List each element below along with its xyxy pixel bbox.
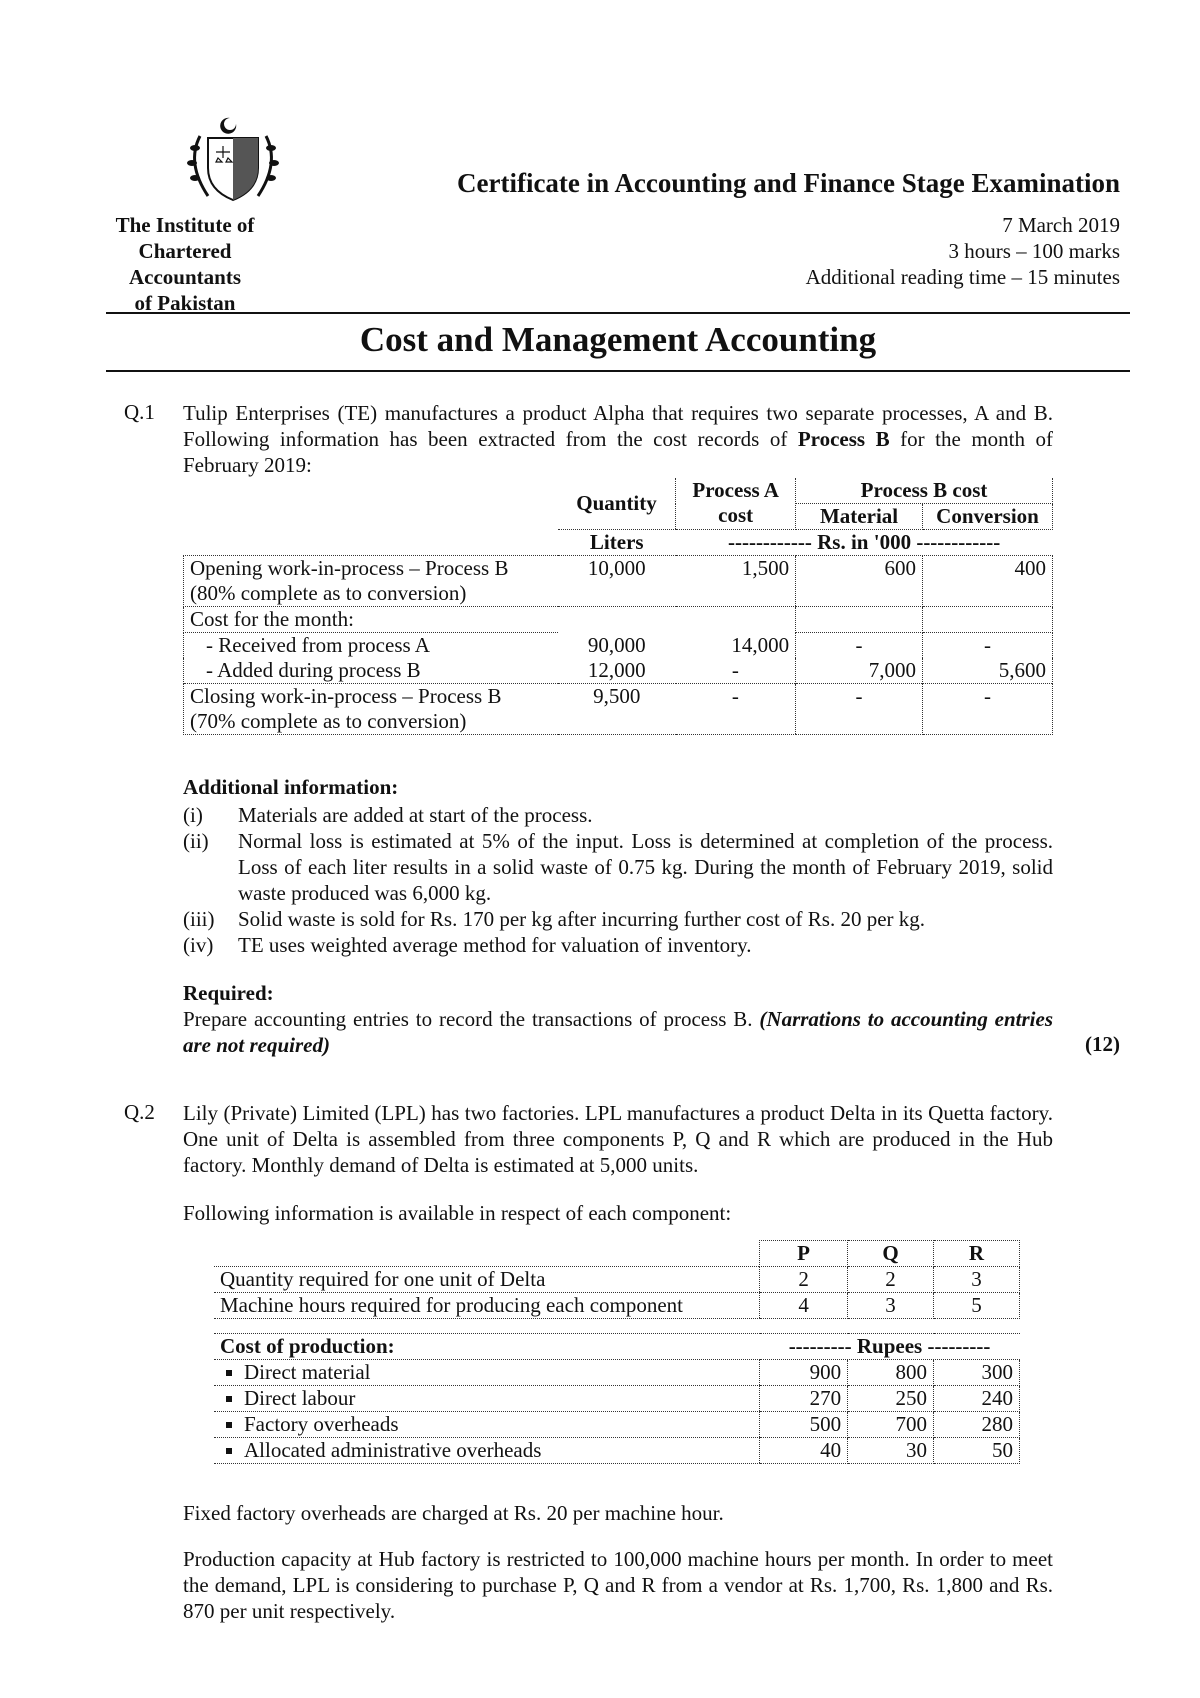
cell-value: 2 bbox=[848, 1267, 934, 1293]
q2-intro: Lily (Private) Limited (LPL) has two factories. LPL manufactures a product Delta in its Quetta factory. One unit of Delta is assembled from three components P, Q and R which are produced in the Hub factory. Monthly demand of Delta is estimated at 5,000 units. bbox=[183, 1101, 1053, 1177]
list-num: (iv) bbox=[183, 933, 214, 957]
list-text: Solid waste is sold for Rs. 170 per kg after incurring further cost of Rs. 20 per kg. bbox=[238, 907, 926, 931]
cell-a: - bbox=[731, 658, 739, 682]
cell-value: 500 bbox=[760, 1412, 848, 1438]
question-number: Q.2 bbox=[124, 1100, 155, 1124]
required-note: (Narrations to accounting entries are not required) bbox=[183, 1007, 1054, 1057]
row-label-line: (80% complete as to conversion) bbox=[190, 581, 467, 605]
q2-capacity: Production capacity at Hub factory is restricted to 100,000 machine hours per month. In order to meet the demand, LPL is considering to purchase P, Q and R from a vendor at Rs. 1,700, Rs. 1,800 and Rs. 870 per unit respectively. bbox=[183, 1547, 1053, 1623]
question-number: Q.1 bbox=[124, 400, 155, 424]
bullet-icon bbox=[226, 1448, 232, 1454]
cell-qty: 10,000 bbox=[558, 556, 676, 607]
reading-time: Additional reading time – 15 minutes bbox=[805, 265, 1120, 289]
table-row bbox=[184, 633, 1053, 659]
table-row bbox=[184, 607, 1053, 633]
cell-conv bbox=[923, 607, 1053, 633]
row-label bbox=[214, 1360, 760, 1386]
row-label bbox=[214, 1412, 760, 1438]
q1-intro-text: Tulip Enterprises (TE) manufactures a product Alpha that requires two separate processes, A and B. Following information has been extracted from the cost records of bbox=[183, 401, 1053, 451]
cell-value: 3 bbox=[848, 1293, 934, 1319]
cell-value: 40 bbox=[760, 1438, 848, 1464]
row-label: - Added during process B bbox=[184, 658, 558, 684]
list-text: TE uses weighted average method for valuation of inventory. bbox=[238, 933, 752, 957]
list-item bbox=[183, 906, 1053, 932]
required-body: Prepare accounting entries to record the transactions of process B. bbox=[183, 1007, 760, 1031]
cell-value: 50 bbox=[934, 1438, 1020, 1464]
q2-fixed: Fixed factory overheads are charged at Rs. 20 per machine hour. bbox=[183, 1501, 724, 1525]
cell-qty: 12,000 bbox=[587, 658, 646, 682]
cell-value: 280 bbox=[934, 1412, 1020, 1438]
row-label-line: Opening work-in-process – Process B bbox=[190, 556, 509, 580]
bullet-icon bbox=[226, 1422, 232, 1428]
cell-qty bbox=[558, 607, 676, 633]
cell-qty: 9,500 bbox=[558, 684, 676, 735]
row-label-line: Closing work-in-process – Process B bbox=[190, 684, 502, 708]
divider bbox=[106, 370, 1130, 372]
cell-conv: - bbox=[923, 633, 1053, 659]
page-title: Cost and Management Accounting bbox=[359, 320, 877, 359]
col-header: Q bbox=[848, 1241, 934, 1267]
row-label bbox=[214, 1438, 760, 1464]
list-item bbox=[183, 802, 1053, 828]
header-rs: ------------ Rs. in '000 ------------ bbox=[676, 530, 1053, 556]
cell-value: 900 bbox=[760, 1360, 848, 1386]
additional-heading: Additional information: bbox=[183, 775, 399, 799]
cell-value: 270 bbox=[760, 1386, 848, 1412]
bullet-icon bbox=[226, 1370, 232, 1376]
row-label: Cost for the month: bbox=[184, 607, 558, 633]
bullet-icon bbox=[226, 1396, 232, 1402]
q1-intro-text: for the month of February 2019: bbox=[183, 427, 1053, 477]
divider bbox=[106, 312, 1130, 314]
col-header: R bbox=[934, 1241, 1020, 1267]
table-row bbox=[184, 556, 1053, 607]
q1-table bbox=[183, 478, 1053, 735]
exam-duration: 3 hours – 100 marks bbox=[948, 239, 1120, 263]
cell-a: - bbox=[676, 684, 796, 735]
q2-info: Following information is available in respect of each component: bbox=[183, 1201, 732, 1225]
cell-value: 30 bbox=[848, 1438, 934, 1464]
table-row bbox=[184, 684, 1053, 735]
row-label: - Received from process A bbox=[184, 633, 558, 659]
cell-value: 250 bbox=[848, 1386, 934, 1412]
cell-value: 2 bbox=[760, 1267, 848, 1293]
cell-mat: 600 bbox=[796, 556, 923, 607]
cell-mat: - bbox=[796, 633, 923, 659]
cell-value: 800 bbox=[848, 1360, 934, 1386]
table-row bbox=[184, 658, 1053, 684]
table-row bbox=[214, 1293, 1020, 1319]
row-label-text: Allocated administrative overheads bbox=[244, 1438, 542, 1462]
table-row bbox=[214, 1412, 1020, 1438]
row-label bbox=[184, 684, 558, 735]
row-label-text: Factory overheads bbox=[244, 1412, 399, 1436]
col-header: P bbox=[760, 1241, 848, 1267]
cell-mat bbox=[796, 607, 923, 633]
table-row bbox=[214, 1267, 1020, 1293]
row-label bbox=[184, 556, 558, 607]
row-label: Quantity required for one unit of Delta bbox=[214, 1267, 760, 1293]
row-label: Machine hours required for producing each component bbox=[214, 1293, 760, 1319]
list-num: (iii) bbox=[183, 907, 215, 931]
row-label bbox=[214, 1386, 760, 1412]
header-conversion: Conversion bbox=[923, 504, 1053, 530]
list-num: (ii) bbox=[183, 829, 209, 853]
cell-qty: 90,000 bbox=[587, 632, 646, 657]
list-text: Materials are added at start of the process. bbox=[238, 803, 593, 827]
table-row bbox=[214, 1438, 1020, 1464]
institute-line: The Institute of bbox=[115, 213, 255, 237]
list-num: (i) bbox=[183, 803, 203, 827]
row-label-text: Direct material bbox=[244, 1360, 371, 1384]
header-liters: Liters bbox=[558, 530, 676, 556]
cell-a: 1,500 bbox=[676, 556, 796, 607]
cost-heading: Cost of production: bbox=[214, 1334, 760, 1360]
institute-line: Chartered Accountants bbox=[128, 239, 241, 289]
rupees-header: --------- Rupees --------- bbox=[760, 1334, 1020, 1360]
list-text: Normal loss is estimated at 5% of the input. Loss is determined at completion of the process. Loss of each liter results in a solid waste of 0.75 kg. During the month of February 2019, solid waste produced was 6,000 kg. bbox=[238, 829, 1053, 905]
cell-conv: 400 bbox=[923, 556, 1053, 607]
row-label-text: Direct labour bbox=[244, 1386, 356, 1410]
header-process-a: Process A cost bbox=[676, 478, 796, 530]
cell-conv: - bbox=[923, 684, 1053, 735]
list-item bbox=[183, 932, 1053, 958]
table-row bbox=[214, 1386, 1020, 1412]
q1-marks: (12) bbox=[1085, 1032, 1120, 1056]
required-heading: Required: bbox=[183, 981, 274, 1005]
cell-value: 700 bbox=[848, 1412, 934, 1438]
header-process-b: Process B cost bbox=[796, 478, 1053, 504]
exam-title: Certificate in Accounting and Finance Stage Examination bbox=[457, 168, 1120, 198]
exam-meta bbox=[806, 212, 1120, 290]
cell-value: 240 bbox=[934, 1386, 1020, 1412]
cell-a bbox=[676, 607, 796, 633]
cell-value: 300 bbox=[934, 1360, 1020, 1386]
institute-name bbox=[100, 212, 270, 316]
cell-value: 5 bbox=[934, 1293, 1020, 1319]
table-row bbox=[214, 1360, 1020, 1386]
cell-mat: 7,000 bbox=[796, 658, 923, 684]
institute-line: of Pakistan bbox=[134, 291, 236, 315]
list-item bbox=[183, 828, 1053, 906]
icap-logo bbox=[168, 108, 288, 208]
cell-value: 3 bbox=[934, 1267, 1020, 1293]
q1-intro-bold: Process B bbox=[797, 427, 890, 451]
header-material: Material bbox=[796, 504, 923, 530]
required-text bbox=[183, 1006, 1053, 1058]
q1-intro bbox=[183, 400, 1053, 478]
exam-date: 7 March 2019 bbox=[1002, 213, 1120, 237]
cell-a: 14,000 bbox=[731, 632, 790, 657]
cell-value: 4 bbox=[760, 1293, 848, 1319]
additional-list bbox=[183, 802, 1053, 958]
q2-table bbox=[214, 1240, 1020, 1464]
header-quantity: Quantity bbox=[558, 478, 676, 530]
cell-conv: 5,600 bbox=[923, 658, 1053, 684]
cell-mat: - bbox=[796, 684, 923, 735]
row-label-line: (70% complete as to conversion) bbox=[190, 709, 467, 733]
